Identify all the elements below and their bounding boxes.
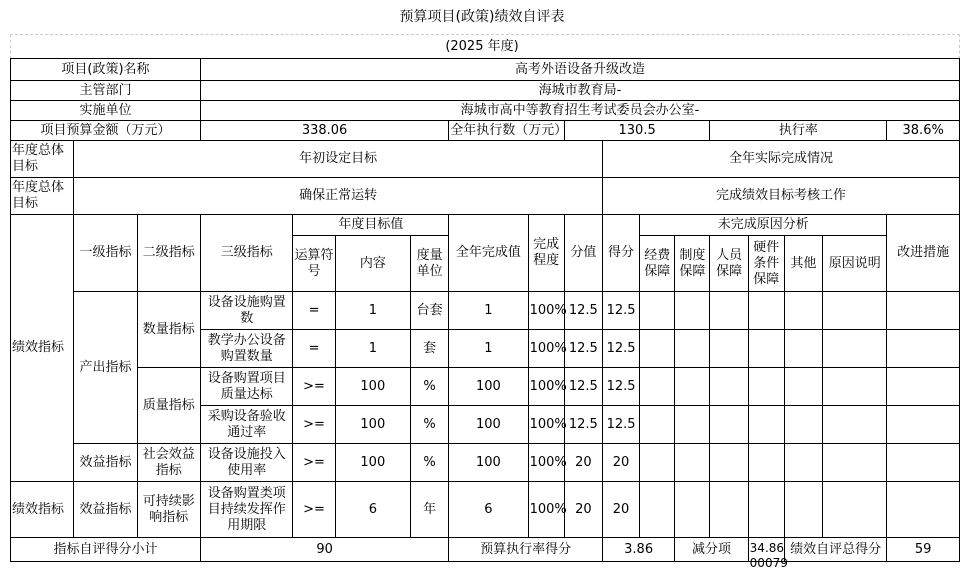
- header-hardware: 硬件条件保障: [748, 236, 784, 292]
- empty-cell: [748, 368, 784, 406]
- executed-value: 130.5: [564, 121, 710, 141]
- score-cell: 12.5: [602, 292, 639, 330]
- unit-cell: 台套: [411, 292, 449, 330]
- score-cell: 20: [602, 444, 639, 482]
- content-cell: 100: [335, 368, 410, 406]
- full-year-cell: 1: [449, 330, 528, 368]
- header-other: 其他: [784, 236, 822, 292]
- full-year-cell: 100: [449, 406, 528, 444]
- empty-cell: [887, 368, 960, 406]
- completion-cell: 100%: [528, 444, 564, 482]
- unit-value: 海城市高中等教育招生考试委员会办公室-: [200, 101, 959, 121]
- header-level1: 一级指标: [74, 215, 137, 292]
- empty-cell: [675, 330, 710, 368]
- level3-cell: 设备设施投入使用率: [200, 444, 292, 482]
- header-reasons: 未完成原因分析: [640, 215, 887, 236]
- empty-cell: [784, 368, 822, 406]
- completion-cell: 100%: [528, 330, 564, 368]
- empty-cell: [784, 444, 822, 482]
- full-year-cell: 1: [449, 292, 528, 330]
- empty-cell: [640, 444, 675, 482]
- empty-cell: [823, 368, 887, 406]
- full-year-cell: 100: [449, 444, 528, 482]
- empty-cell: [675, 444, 710, 482]
- empty-cell: [748, 292, 784, 330]
- empty-cell: [748, 330, 784, 368]
- level3-cell: 采购设备验收通过率: [200, 406, 292, 444]
- unit-cell: %: [411, 444, 449, 482]
- dept-label: 主管部门: [11, 81, 201, 101]
- budget-value: 338.06: [200, 121, 448, 141]
- empty-cell: [887, 330, 960, 368]
- level3-cell: 教学办公设备购置数量: [200, 330, 292, 368]
- goal-actual-value: 完成绩效目标考核工作: [602, 178, 959, 215]
- header-system: 制度保障: [675, 236, 710, 292]
- content-cell: 1: [335, 292, 410, 330]
- empty-cell: [823, 482, 887, 538]
- unit-cell: 年: [411, 482, 449, 538]
- empty-cell: [823, 406, 887, 444]
- perf-indicator-label: 绩效指标: [11, 482, 74, 538]
- header-reason-desc: 原因说明: [823, 236, 887, 292]
- level2-cell: 质量指标: [137, 368, 200, 444]
- table-row: [11, 292, 960, 330]
- document-year: (2025 年度): [445, 39, 519, 54]
- content-cell: 100: [335, 406, 410, 444]
- completion-cell: 100%: [528, 406, 564, 444]
- score-value-cell: 12.5: [564, 330, 602, 368]
- empty-cell: [675, 292, 710, 330]
- project-name-value: 高考外语设备升级改造: [200, 59, 959, 81]
- completion-cell: 100%: [528, 482, 564, 538]
- deduct-label: 减分项: [675, 538, 748, 562]
- empty-cell: [640, 292, 675, 330]
- empty-cell: [823, 444, 887, 482]
- empty-cell: [710, 482, 748, 538]
- empty-cell: [748, 482, 784, 538]
- total-value: 59: [887, 538, 960, 562]
- document-title: 预算项目(政策)绩效自评表: [399, 9, 565, 25]
- header-level3: 三级指标: [200, 215, 292, 292]
- empty-cell: [887, 292, 960, 330]
- empty-cell: [640, 406, 675, 444]
- empty-cell: [887, 482, 960, 538]
- level2-cell: 数量指标: [137, 292, 200, 368]
- empty-cell: [710, 292, 748, 330]
- empty-cell: [823, 330, 887, 368]
- level2-cell: 可持续影响指标: [137, 482, 200, 538]
- header-score: 得分: [602, 215, 639, 292]
- table-row: [11, 482, 960, 538]
- header-improve: 改进措施: [887, 215, 960, 292]
- empty-cell: [784, 406, 822, 444]
- exec-score-label: 预算执行率得分: [449, 538, 603, 562]
- header-level2: 二级指标: [137, 215, 200, 292]
- empty-cell: [887, 444, 960, 482]
- project-name-label: 项目(政策)名称: [11, 59, 201, 81]
- empty-cell: [675, 482, 710, 538]
- empty-cell: [748, 444, 784, 482]
- goal-label: 年度总体目标: [11, 178, 74, 215]
- header-full-year: 全年完成值: [449, 215, 528, 292]
- full-year-cell: 6: [449, 482, 528, 538]
- content-cell: 100: [335, 444, 410, 482]
- budget-label: 项目预算金额（万元）: [11, 121, 201, 141]
- score-value-cell: 20: [564, 482, 602, 538]
- goal-actual-header: 全年实际完成情况: [602, 141, 959, 178]
- subtotal-value: 90: [200, 538, 448, 562]
- empty-cell: [887, 406, 960, 444]
- goal-set-value: 确保正常运转: [74, 178, 603, 215]
- operator-cell: >=: [293, 368, 335, 406]
- unit-cell: %: [411, 406, 449, 444]
- completion-cell: 100%: [528, 292, 564, 330]
- evaluation-table: [10, 58, 960, 570]
- header-unit: 度量单位: [411, 236, 449, 292]
- empty-cell: [640, 482, 675, 538]
- header-content: 内容: [335, 236, 410, 292]
- level3-cell: 设备设施购置数: [200, 292, 292, 330]
- empty-cell: [675, 406, 710, 444]
- header-completion: 完成程度: [528, 215, 564, 292]
- operator-cell: >=: [293, 406, 335, 444]
- empty-cell: [784, 292, 822, 330]
- operator-cell: =: [293, 330, 335, 368]
- header-personnel: 人员保障: [710, 236, 748, 292]
- level2-cell: 社会效益指标: [137, 444, 200, 482]
- subtotal-label: 指标自评得分小计: [11, 538, 201, 562]
- unit-cell: %: [411, 368, 449, 406]
- empty-cell: [710, 444, 748, 482]
- unit-cell: 套: [411, 330, 449, 368]
- content-cell: 1: [335, 330, 410, 368]
- dept-value: 海城市教育局-: [200, 81, 959, 101]
- header-operator: 运算符号: [293, 236, 335, 292]
- empty-cell: [640, 368, 675, 406]
- empty-cell: [823, 292, 887, 330]
- table-row: [11, 368, 960, 406]
- empty-cell: [640, 330, 675, 368]
- score-cell: 12.5: [602, 406, 639, 444]
- operator-cell: >=: [293, 444, 335, 482]
- empty-cell: [748, 406, 784, 444]
- score-cell: 20: [602, 482, 639, 538]
- level1-cell: 效益指标: [74, 444, 137, 482]
- rate-label: 执行率: [710, 121, 887, 141]
- rate-value: 38.6%: [887, 121, 960, 141]
- header-annual-target: 年度目标值: [293, 215, 449, 236]
- goal-label: 年度总体目标: [11, 141, 74, 178]
- score-cell: 12.5: [602, 368, 639, 406]
- total-label: 绩效自评总得分: [784, 538, 887, 562]
- full-year-cell: 100: [449, 368, 528, 406]
- unit-label: 实施单位: [11, 101, 201, 121]
- header-score-value: 分值: [564, 215, 602, 292]
- empty-cell: [675, 368, 710, 406]
- executed-label: 全年执行数（万元）: [449, 121, 565, 141]
- empty-cell: [710, 330, 748, 368]
- perf-indicator-label: 绩效指标: [11, 215, 74, 482]
- operator-cell: =: [293, 292, 335, 330]
- deduct-value: 34.86 00079: [748, 538, 784, 562]
- score-value-cell: 20: [564, 444, 602, 482]
- score-value-cell: 12.5: [564, 368, 602, 406]
- header-funding: 经费保障: [640, 236, 675, 292]
- completion-cell: 100%: [528, 368, 564, 406]
- level3-cell: 设备购置项目质量达标: [200, 368, 292, 406]
- empty-cell: [784, 330, 822, 368]
- level1-cell: 效益指标: [74, 482, 137, 538]
- operator-cell: >=: [293, 482, 335, 538]
- score-value-cell: 12.5: [564, 406, 602, 444]
- cell-gridline: [10, 34, 960, 35]
- empty-cell: [710, 406, 748, 444]
- table-row: [11, 444, 960, 482]
- goal-set-header: 年初设定目标: [74, 141, 603, 178]
- content-cell: 6: [335, 482, 410, 538]
- level1-cell: 产出指标: [74, 292, 137, 444]
- exec-score-value: 3.86: [602, 538, 674, 562]
- empty-cell: [784, 482, 822, 538]
- level3-cell: 设备购置类项目持续发挥作用期限: [200, 482, 292, 538]
- empty-cell: [710, 368, 748, 406]
- score-cell: 12.5: [602, 330, 639, 368]
- score-value-cell: 12.5: [564, 292, 602, 330]
